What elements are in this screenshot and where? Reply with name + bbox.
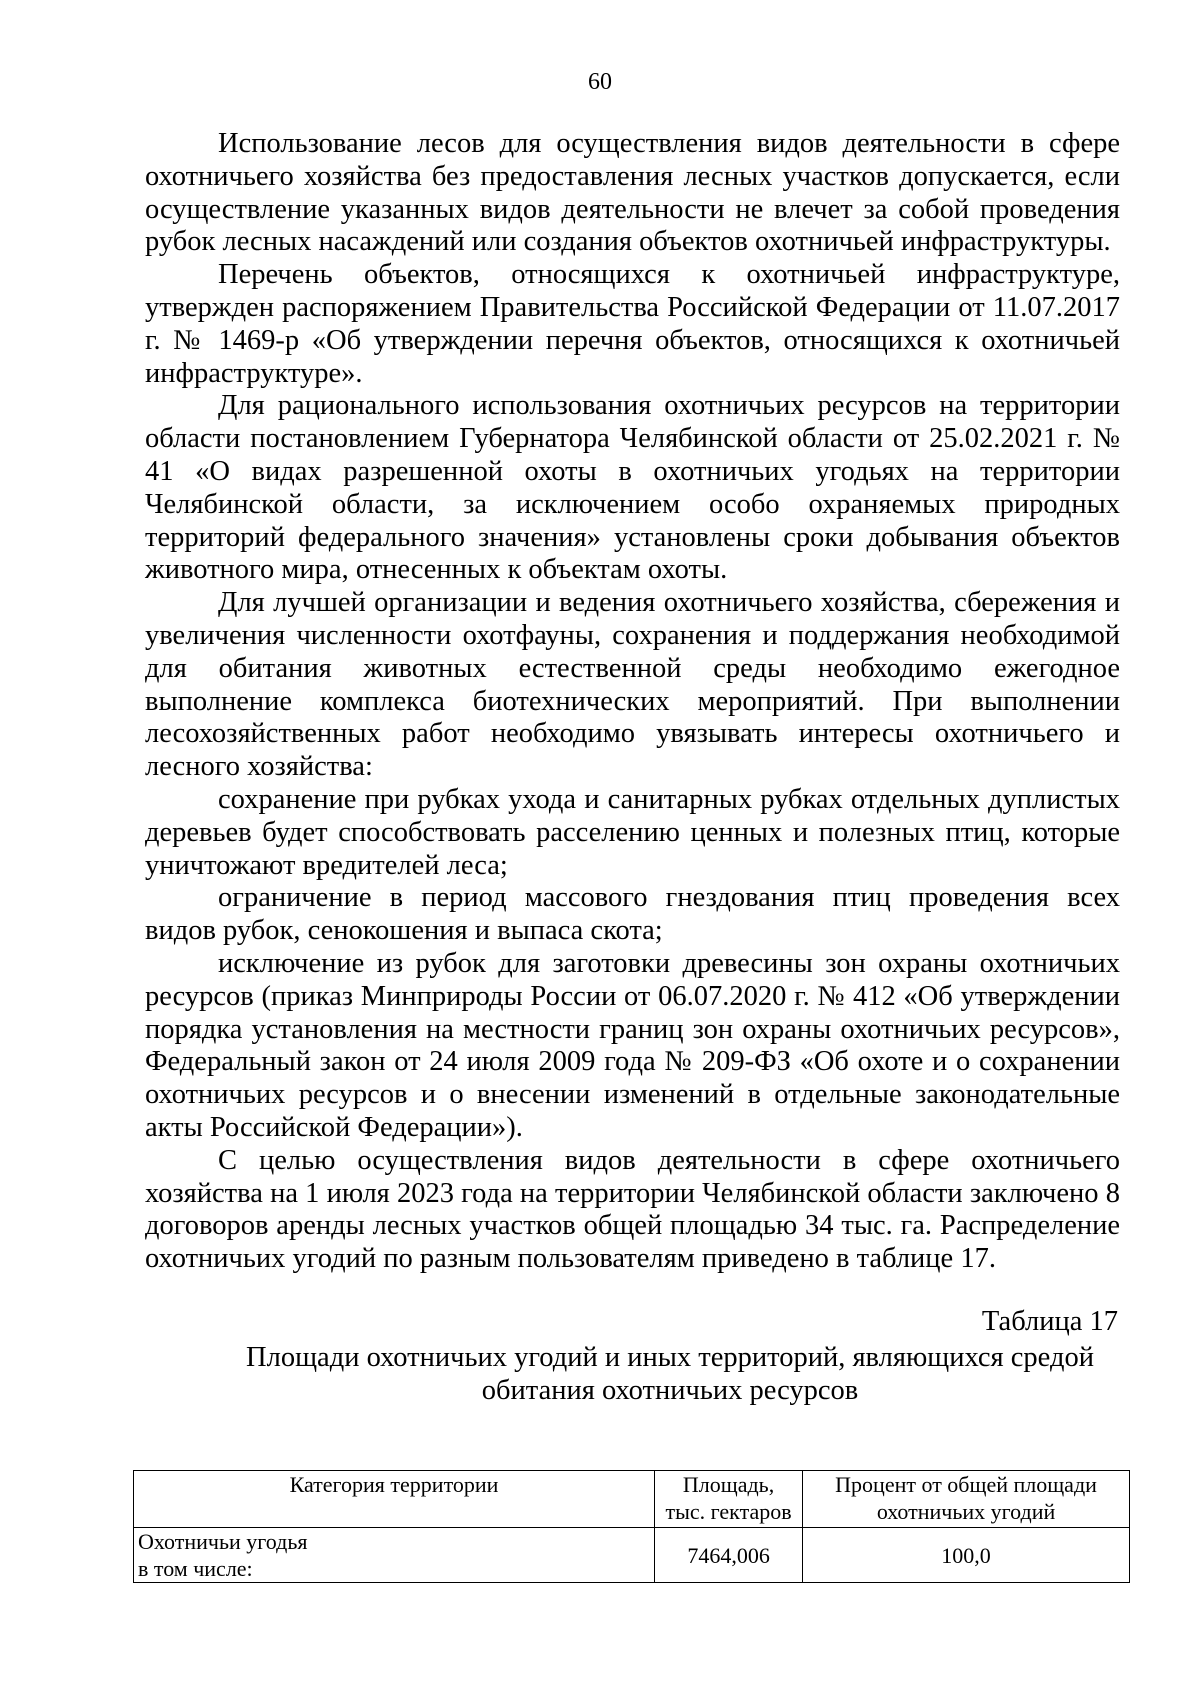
document-body: [145, 128, 1120, 1276]
page-number: 60: [588, 69, 612, 95]
table-row: [134, 1528, 1130, 1583]
header-percent: [803, 1471, 1130, 1528]
header-area-line: тыс. гектаров: [665, 1499, 792, 1524]
table-label: Таблица 17: [981, 1306, 1118, 1337]
paragraph: ограничение в период массового гнездования птиц проведения всех видов рубок, сенокошения и выпаса скота;: [145, 882, 1120, 947]
paragraph: исключение из рубок для заготовки древесины зон охраны охотничьих ресурсов (приказ Минприроды России от 06.07.2020 г. № 412 «Об утверждении порядка установления на местности границ зон охраны охотничьих ресурсов», Федеральный закон от 24 июля 2009 года № 209-ФЗ «Об охоте и о сохранении охотничьих ресурсов и о внесении изменений в отдельные законодательные акты Российской Федерации»).: [145, 947, 1120, 1143]
header-percent-line: Процент от общей площади: [835, 1472, 1097, 1497]
table-title-line: Площади охотничьих угодий и иных территорий, являющихся средой: [246, 1342, 1094, 1373]
table-title: [230, 1341, 1110, 1407]
paragraph: С целью осуществления видов деятельности в сфере охотничьего хозяйства на 1 июля 2023 года на территории Челябинской области заключено 8 договоров аренды лесных участков общей площадью 34 тыс. га. Распределение охотничьих угодий по разным пользователям приведено в таблице 17.: [145, 1144, 1120, 1275]
header-area-line: Площадь,: [682, 1472, 775, 1497]
table-header-row: [134, 1471, 1130, 1528]
paragraph: Перечень объектов, относящихся к охотничьей инфраструктуре, утвержден распоряжением Правительства Российской Федерации от 11.07.2017 г. № 1469-р «Об утверждении перечня объектов, относящихся к охотничьей инфраструктуре».: [145, 259, 1120, 389]
paragraph: сохранение при рубках ухода и санитарных рубках отдельных дуплистых деревьев будет способствовать расселению ценных и полезных птиц, которые уничтожают вредителей леса;: [145, 783, 1120, 881]
cell-category: [134, 1528, 655, 1583]
paragraph: Использование лесов для осуществления видов деятельности в сфере охотничьего хозяйства без предоставления лесных участков допускается, если осуществление указанных видов деятельности не влечет за собой проведения рубок лесных насаждений или создания объектов охотничьей инфраструктуры.: [145, 128, 1120, 258]
paragraph: Для лучшей организации и ведения охотничьего хозяйства, сбережения и увеличения численности охотфауны, сохранения и поддержания необходимой для обитания животных естественной среды необходимо ежегодное выполнение комплекса биотехнических мероприятий. При выполнении лесохозяйственных работ необходимо увязывать интересы охотничьего и лесного хозяйства:: [145, 587, 1120, 783]
paragraph: Для рационального использования охотничьих ресурсов на территории области постановлением Губернатора Челябинской области от 25.02.2021 г. № 41 «О видах разрешенной охоты в охотничьих угодьях на территории Челябинской области, за исключением особо охраняемых природных территорий федерального значения» установлены сроки добывания объектов животного мира, отнесенных к объектам охоты.: [145, 390, 1120, 586]
header-category: Категория территории: [134, 1471, 655, 1528]
hunting-grounds-table: [133, 1470, 1130, 1583]
cell-percent: 100,0: [803, 1528, 1130, 1583]
cell-category-line: Охотничьи угодья: [138, 1529, 308, 1554]
header-area: [655, 1471, 803, 1528]
cell-area: 7464,006: [655, 1528, 803, 1583]
cell-category-line: в том числе:: [138, 1556, 253, 1581]
table-title-line: обитания охотничьих ресурсов: [481, 1375, 859, 1406]
header-percent-line: охотничьих угодий: [876, 1499, 1056, 1524]
